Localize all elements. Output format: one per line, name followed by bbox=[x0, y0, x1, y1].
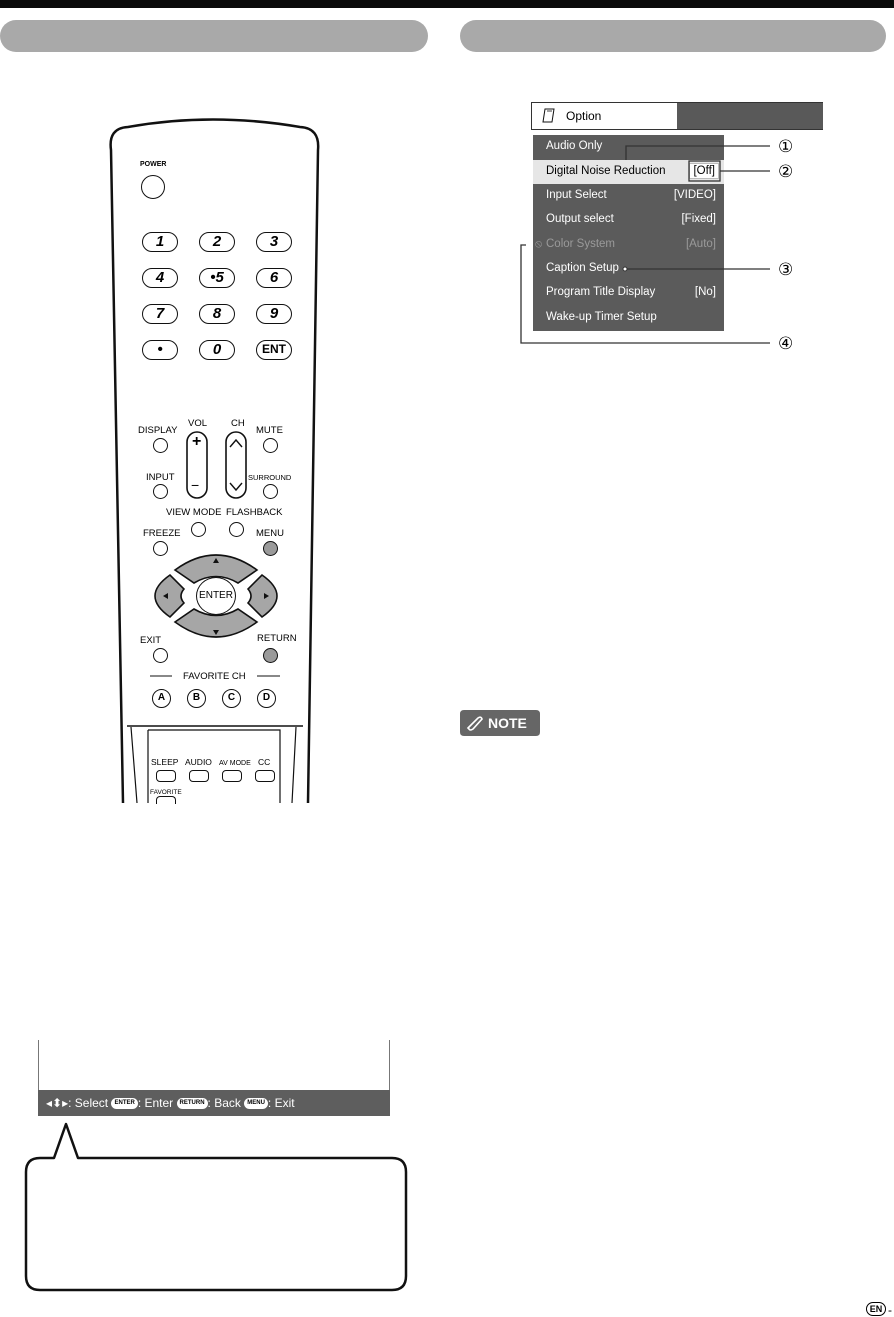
favorite-a-button[interactable]: A bbox=[152, 689, 171, 708]
sleep-button[interactable] bbox=[156, 770, 176, 782]
return-button[interactable] bbox=[263, 648, 278, 663]
mute-button[interactable] bbox=[263, 438, 278, 453]
flashback-button[interactable] bbox=[229, 522, 244, 537]
display-label: DISPLAY bbox=[138, 425, 178, 436]
audio-button[interactable] bbox=[189, 770, 209, 782]
menu-item-label: Digital Noise Reduction bbox=[546, 165, 666, 177]
ch-label: CH bbox=[231, 418, 245, 429]
display-button[interactable] bbox=[153, 438, 168, 453]
menu-item-label: Input Select bbox=[546, 189, 607, 201]
favorite-ch-label: FAVORITE CH bbox=[183, 671, 246, 682]
av-mode-button[interactable] bbox=[222, 770, 242, 782]
enter-button[interactable]: ENTER bbox=[196, 577, 236, 615]
exit-button[interactable] bbox=[153, 648, 168, 663]
ent-key[interactable]: ENT bbox=[256, 340, 292, 360]
menu-item-output-select[interactable] bbox=[533, 208, 724, 232]
return-key-icon: RETURN bbox=[177, 1098, 208, 1109]
audio-label: AUDIO bbox=[185, 757, 212, 767]
menu-item-program-title-display[interactable] bbox=[533, 281, 724, 305]
cc-label: CC bbox=[258, 757, 271, 767]
menu-item-value: [No] bbox=[694, 286, 716, 298]
vol-up-button[interactable]: + bbox=[192, 433, 202, 450]
menu-label: MENU bbox=[256, 528, 284, 539]
menu-header bbox=[531, 102, 823, 130]
num-key-4[interactable]: 4 bbox=[142, 268, 178, 288]
menu-item-label: Output select bbox=[546, 213, 614, 225]
menu-item-label: Color System bbox=[546, 238, 616, 250]
language-badge: EN bbox=[866, 1302, 886, 1316]
option-menu bbox=[533, 135, 724, 331]
num-key-3[interactable]: 3 bbox=[256, 232, 292, 252]
option-icon bbox=[542, 108, 556, 124]
menu-item-value: [VIDEO] bbox=[673, 189, 716, 201]
num-key-9[interactable]: 9 bbox=[256, 304, 292, 324]
callout-1: ① bbox=[778, 137, 794, 156]
menu-item-color-system bbox=[533, 233, 724, 257]
menu-title: Option bbox=[566, 109, 602, 123]
input-button[interactable] bbox=[153, 484, 168, 499]
av-mode-label: AV MODE bbox=[219, 760, 251, 767]
menu-item-label: Audio Only bbox=[546, 140, 603, 152]
exit-label: EXIT bbox=[140, 635, 162, 646]
freeze-label: FREEZE bbox=[143, 528, 181, 539]
num-key-2[interactable]: 2 bbox=[199, 232, 235, 252]
favorite-b-button[interactable]: B bbox=[187, 689, 206, 708]
num-key-6[interactable]: 6 bbox=[256, 268, 292, 288]
power-label: POWER bbox=[140, 161, 167, 168]
callout-2: ② bbox=[778, 162, 794, 181]
menu-item-caption-setup[interactable] bbox=[533, 257, 724, 281]
favorite-label: FAVORITE bbox=[150, 789, 182, 796]
menu-item-label: Program Title Display bbox=[546, 286, 656, 298]
menu-item-digital-noise-reduction[interactable] bbox=[533, 160, 724, 184]
menu-item-label: Caption Setup bbox=[546, 262, 619, 274]
surround-button[interactable] bbox=[263, 484, 278, 499]
guide-bar bbox=[38, 1090, 390, 1116]
vol-label: VOL bbox=[188, 418, 208, 429]
dot-key[interactable]: • bbox=[142, 340, 178, 360]
num-key-1[interactable]: 1 bbox=[142, 232, 178, 252]
menu-item-label: Wake-up Timer Setup bbox=[546, 311, 657, 323]
select-hint: : Select bbox=[68, 1096, 109, 1110]
menu-item-value: [Off] bbox=[689, 163, 719, 179]
num-key-5[interactable]: •5 bbox=[199, 268, 235, 288]
flashback-label: FLASHBACK bbox=[226, 507, 283, 518]
num-key-8[interactable]: 8 bbox=[199, 304, 235, 324]
favorite-button[interactable] bbox=[156, 796, 176, 804]
exit-hint: : Exit bbox=[267, 1096, 295, 1110]
callout-4: ④ bbox=[778, 334, 794, 353]
back-hint: : Back bbox=[207, 1096, 241, 1110]
favorite-d-button[interactable]: D bbox=[257, 689, 276, 708]
sleep-label: SLEEP bbox=[151, 757, 179, 767]
freeze-button[interactable] bbox=[153, 541, 168, 556]
arrows-icon: ◂⬍▸ bbox=[46, 1096, 69, 1110]
callout-3: ③ bbox=[778, 260, 794, 279]
view-mode-button[interactable] bbox=[191, 522, 206, 537]
num-key-7[interactable]: 7 bbox=[142, 304, 178, 324]
menu-item-value: [Fixed] bbox=[681, 213, 716, 225]
menu-item-wake-up-timer-setup[interactable] bbox=[533, 306, 724, 330]
favorite-c-button[interactable]: C bbox=[222, 689, 241, 708]
vol-down-button[interactable]: − bbox=[191, 477, 200, 493]
return-label: RETURN bbox=[257, 633, 297, 644]
menu-header-bar bbox=[677, 103, 823, 129]
note-badge bbox=[460, 710, 540, 736]
surround-label: SURROUND bbox=[248, 473, 292, 482]
input-label: INPUT bbox=[146, 472, 175, 483]
view-mode-label: VIEW MODE bbox=[166, 507, 222, 518]
page-dash: - bbox=[888, 1303, 892, 1317]
enter-hint: : Enter bbox=[137, 1096, 174, 1110]
note-label: NOTE bbox=[488, 715, 527, 731]
menu-item-audio-only[interactable] bbox=[533, 135, 724, 159]
menu-button[interactable] bbox=[263, 541, 278, 556]
cc-button[interactable] bbox=[255, 770, 275, 782]
menu-item-input-select[interactable] bbox=[533, 184, 724, 208]
disabled-icon: ⦸ bbox=[535, 238, 543, 250]
mute-label: MUTE bbox=[256, 425, 283, 436]
num-key-0[interactable]: 0 bbox=[199, 340, 235, 360]
menu-key-icon: MENU bbox=[244, 1098, 268, 1109]
menu-item-value: [Auto] bbox=[685, 238, 716, 250]
enter-key-icon: ENTER bbox=[111, 1098, 137, 1109]
power-button[interactable] bbox=[141, 175, 165, 199]
